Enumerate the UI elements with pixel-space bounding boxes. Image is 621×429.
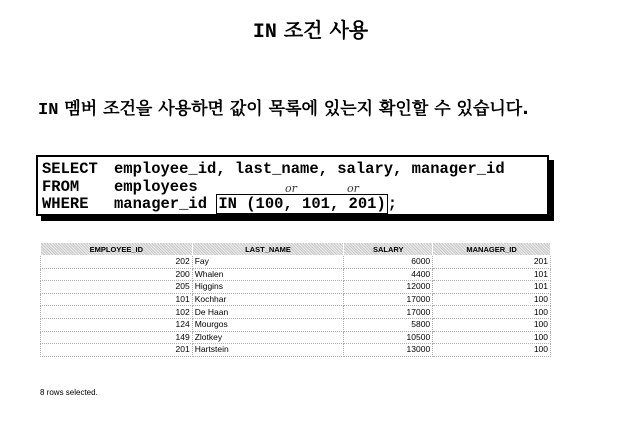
cell-manager-id: 100 [433,293,551,306]
cell-manager-id: 100 [433,318,551,331]
cell-last-name: Fay [192,256,344,269]
result-table [40,242,551,357]
cell-last-name: Kochhar [192,293,344,306]
cell-employee-id: 102 [41,306,193,319]
cell-manager-id: 201 [433,256,551,269]
table-header-row [41,243,551,256]
cell-salary: 17000 [344,306,433,319]
sql-line-where [42,196,547,214]
sql-keyword-select: SELECT [42,160,98,178]
description-text: 멤버 조건을 사용하면 값이 목록에 있는지 확인할 수 있습니다. [64,99,529,119]
cell-salary: 10500 [344,331,433,344]
cell-last-name: Zlotkey [192,331,344,344]
cell-manager-id: 100 [433,331,551,344]
table-row [41,318,551,331]
column-header-last-name: LAST_NAME [192,243,344,256]
title-text: 조건 사용 [283,18,369,42]
cell-manager-id: 101 [433,268,551,281]
column-header-salary: SALARY [344,243,433,256]
table-row [41,344,551,357]
cell-salary: 6000 [344,256,433,269]
cell-employee-id: 200 [41,268,193,281]
cell-salary: 4400 [344,268,433,281]
handwritten-note-1: or [285,181,297,195]
cell-salary: 5800 [344,318,433,331]
table-row [41,306,551,319]
table-row [41,268,551,281]
rows-selected-note: 8 rows selected. [40,388,98,397]
cell-last-name: Higgins [192,281,344,294]
table-row [41,256,551,269]
cell-manager-id: 100 [433,344,551,357]
description [38,98,578,122]
cell-last-name: Whalen [192,268,344,281]
cell-salary: 12000 [344,281,433,294]
cell-manager-id: 100 [433,306,551,319]
sql-from-table: employees [114,177,198,196]
cell-manager-id: 101 [433,281,551,294]
description-keyword: IN [38,101,59,120]
column-header-manager-id: MANAGER_ID [433,243,551,256]
cell-salary: 13000 [344,344,433,357]
cell-employee-id: 149 [41,331,193,344]
page-title [0,14,621,44]
cell-last-name: Mourgos [192,318,344,331]
sql-keyword-where: WHERE [42,195,89,213]
cell-last-name: Hartstein [192,344,344,357]
cell-employee-id: 101 [41,293,193,306]
table-row [41,293,551,306]
title-keyword: IN [252,21,277,44]
cell-employee-id: 124 [41,318,193,331]
sql-terminator: ; [387,195,398,213]
cell-last-name: De Haan [192,306,344,319]
cell-salary: 17000 [344,293,433,306]
cell-employee-id: 205 [41,281,193,294]
table-row [41,331,551,344]
column-header-employee-id: EMPLOYEE_ID [41,243,193,256]
cell-employee-id: 201 [41,344,193,357]
sql-select-columns: employee_id, last_name, salary, manager_id [114,160,505,178]
sql-in-condition: IN (100, 101, 201) [218,195,386,213]
sql-code-box [36,155,549,216]
cell-employee-id: 202 [41,256,193,269]
handwritten-note-2: or [347,181,359,195]
table-row [41,281,551,294]
sql-where-column: manager_id [114,195,208,213]
sql-keyword-from: FROM [42,177,80,196]
sql-line-select [42,161,547,179]
